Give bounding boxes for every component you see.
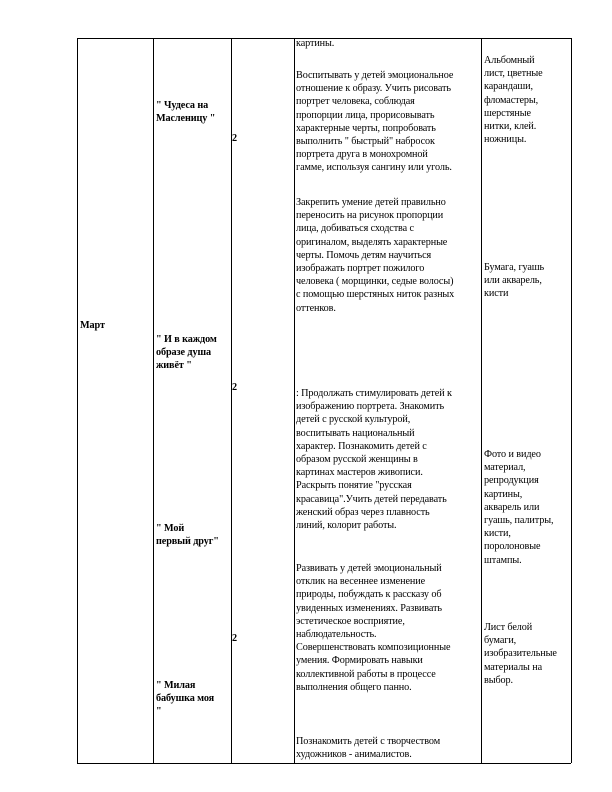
column-border — [77, 38, 78, 763]
materials-cell: Бумага, гуашь или акварель, кисти — [484, 262, 545, 300]
materials-cell: Альбомный лист, цветные карандаши, фломастеры, шерстяные нитки, клей. ножницы. — [484, 55, 543, 146]
goal-cell: : Продолжать стимулировать детей к изображению портрета. Знакомить детей с русской культурой, воспитывать национальный характер. Познакомить детей с образом русской женщины в картинах мастеров живописи. Раскрыть понятие "русская красавица".Учить детей передавать женский образ через плавность линий, колорит работы. — [296, 388, 452, 532]
topic-cell: " Чудеса на Масленицу " — [156, 100, 216, 125]
goal-cell: Закрепить умение детей правильно переносить на рисунок пропорции лица, добиваться сходства с оригиналом, выделять характерные черты. Помочь детям научиться изображать портрет пожилого человека ( морщинки, седые волосы) с помощью шерстяных ниток разных оттенков. — [296, 197, 455, 314]
column-border — [481, 38, 482, 763]
goal-cell: картины. — [296, 38, 335, 49]
topic-cell: " Мой первый друг" — [156, 523, 219, 548]
hours-cell: 2 — [232, 382, 237, 393]
table-bottom-border — [77, 763, 571, 764]
column-border — [153, 38, 154, 763]
topic-cell: " И в каждом образе душа живёт " — [156, 334, 217, 372]
column-border — [571, 38, 572, 763]
column-border — [231, 38, 232, 763]
column-border — [294, 38, 295, 763]
goal-cell: Развивать у детей эмоциональный отклик на весеннее изменение природы, побуждать к рассказу об увиденных изменениях. Развивать эстетическое восприятие, наблюдательность. Совершенствовать композиционные умения. Формировать навыки коллективной работы в процессе выполнения общего панно. — [296, 563, 451, 693]
hours-cell: 2 — [232, 633, 237, 644]
goal-cell: Воспитывать у детей эмоциональное отношение к образу. Учить рисовать портрет человека, соблюдая пропорции лица, прорисовывать характерные черты, попробовать выполнить " быстрый" набросок портрета друга в монохромной гамме, используя сангину или уголь. — [296, 70, 454, 174]
materials-cell: Фото и видео материал, репродукция картины, акварель или гуашь, палитры, кисти, поролоновые штампы. — [484, 449, 554, 566]
materials-cell: Лист белой бумаги, изобразительные материалы на выбор. — [484, 622, 557, 686]
month-cell: Март — [80, 320, 105, 331]
hours-cell: 2 — [232, 133, 237, 144]
topic-cell: " Милая бабушка моя " — [156, 680, 215, 718]
goal-cell: Познакомить детей с творчеством художников - анималистов. — [296, 736, 441, 761]
